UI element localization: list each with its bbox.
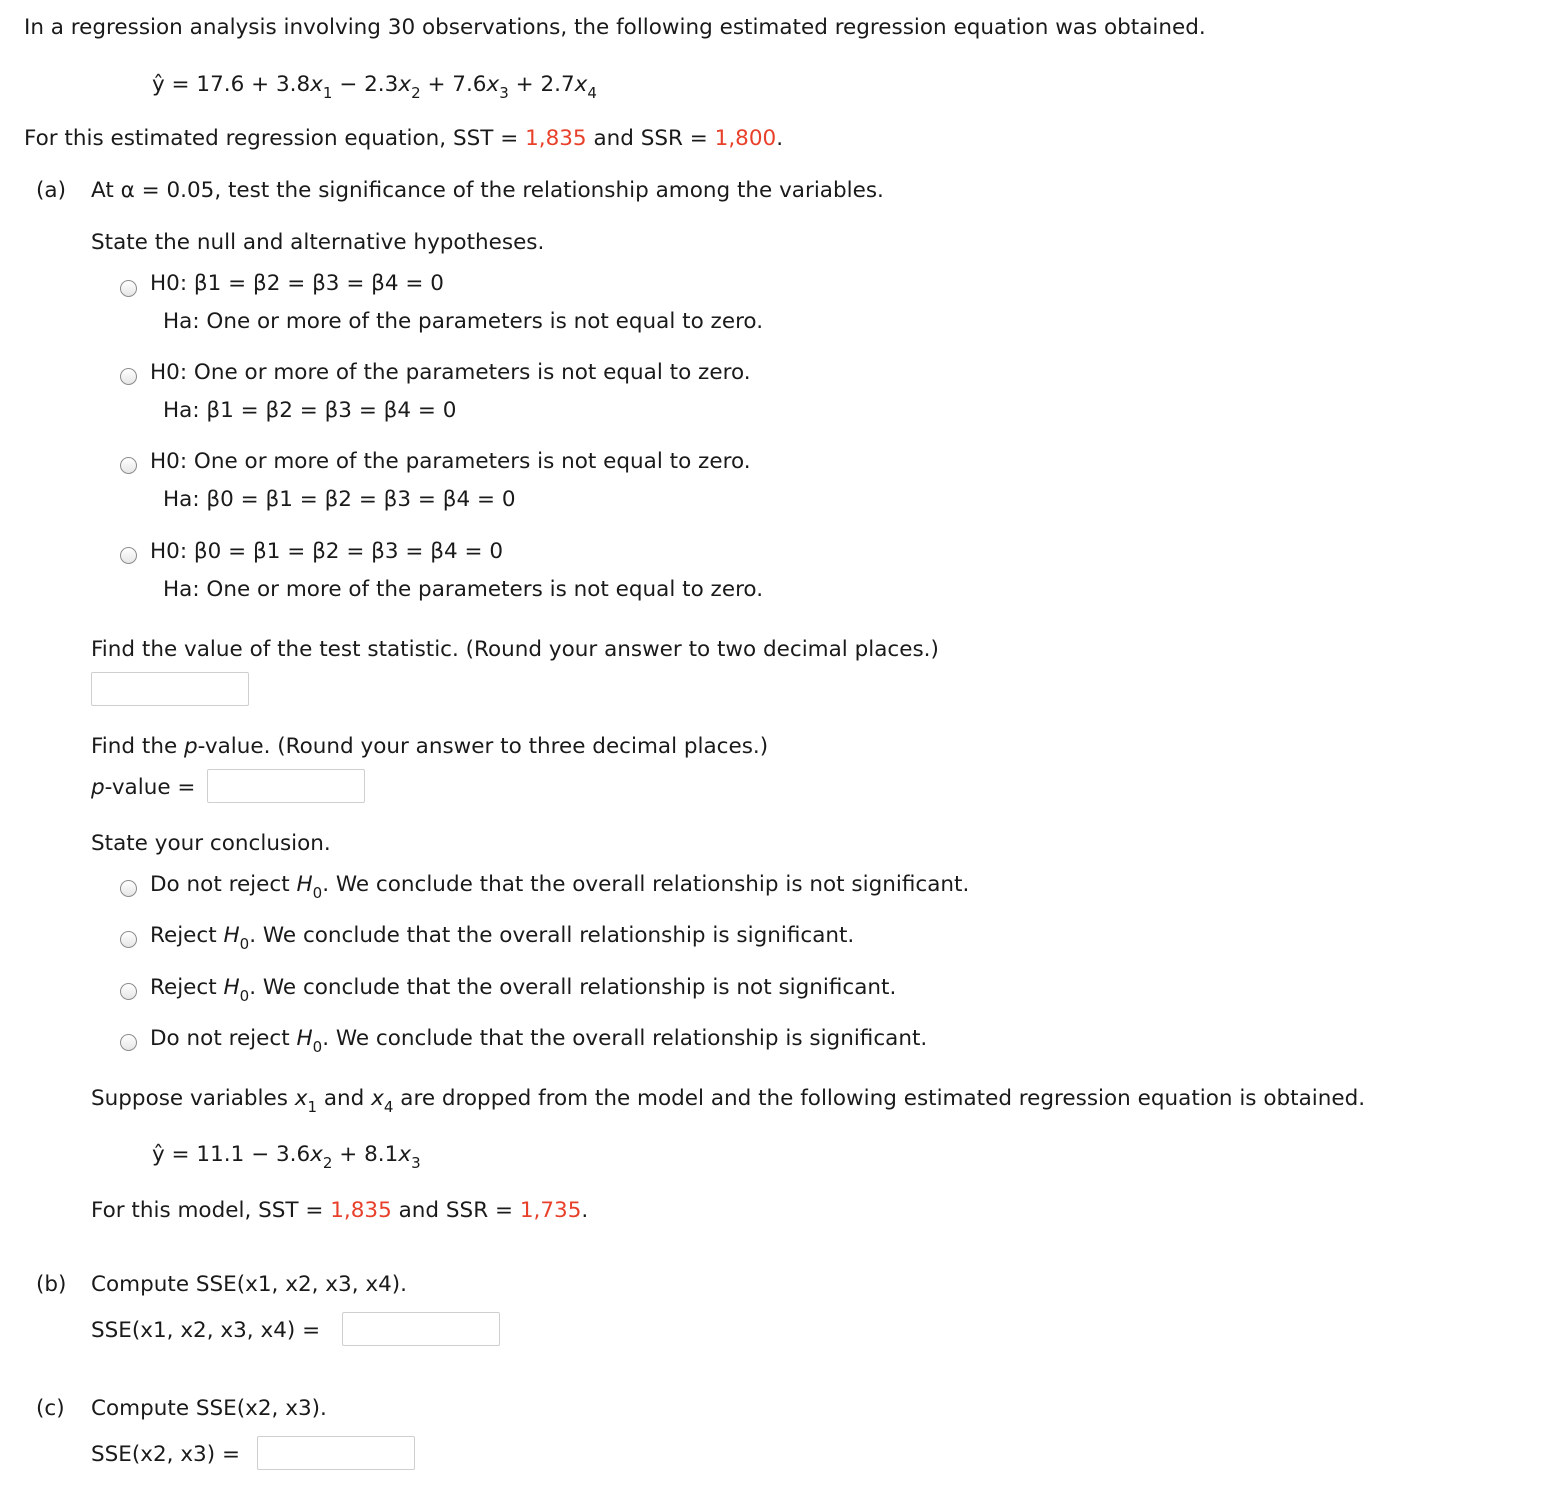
part-b-prompt: Compute SSE(x1, x2, x3, x4). bbox=[91, 1272, 407, 1297]
pvalue-label: p-value = bbox=[91, 775, 196, 800]
hypothesis-option-2-ha: Ha: β1 = β2 = β3 = β4 = 0 bbox=[163, 398, 457, 423]
ssr-value: 1,800 bbox=[714, 126, 777, 151]
pvalue-input[interactable] bbox=[207, 769, 365, 803]
test-statistic-input[interactable] bbox=[91, 672, 249, 706]
hypothesis-option-3-radio[interactable] bbox=[120, 457, 137, 474]
part-c-answer-label: SSE(x2, x3) = bbox=[91, 1442, 240, 1467]
part-c-label: (c) bbox=[36, 1396, 65, 1421]
hypothesis-option-3-h0: H0: One or more of the parameters is not equal to zero. bbox=[150, 449, 751, 474]
regression-equation-full: ŷ = $17.6 + 3.8x_1 - 2.3x_2 + 7.6x_3 + 2.7x_4$ bbox=[152, 72, 597, 102]
hypothesis-option-3-ha: Ha: β0 = β1 = β2 = β3 = β4 = 0 bbox=[163, 487, 516, 512]
hypotheses-prompt: State the null and alternative hypotheses. bbox=[91, 230, 545, 255]
part-b-label: (b) bbox=[36, 1272, 67, 1297]
hypothesis-option-4-h0: H0: β0 = β1 = β2 = β3 = β4 = 0 bbox=[150, 539, 504, 564]
sse-full-input[interactable] bbox=[342, 1312, 500, 1346]
hypothesis-option-1-radio[interactable] bbox=[120, 280, 137, 297]
intro-text: In a regression analysis involving 30 observations, the following estimated regression equation was obtained. bbox=[24, 15, 1206, 40]
hypothesis-option-2-radio[interactable] bbox=[120, 368, 137, 385]
part-c-prompt: Compute SSE(x2, x3). bbox=[91, 1396, 327, 1421]
conclusion-option-4-radio[interactable] bbox=[120, 1034, 137, 1051]
conclusion-option-3-text: Reject $H_0$. We conclude that the overall relationship is not significant. bbox=[150, 975, 897, 1005]
sst-ssr-full: For this estimated regression equation, SST = 1,835 and SSR = 1,800. bbox=[24, 126, 784, 151]
conclusion-option-2-text: Reject $H_0$. We conclude that the overall relationship is significant. bbox=[150, 923, 855, 953]
regression-equation-reduced: ŷ = $11.1 - 3.6x_2 + 8.1x_3$ bbox=[152, 1142, 421, 1172]
reduced-model-text: Suppose variables $x_1$ and $x_4$ are dropped from the model and the following estimated regression equation is obtained. bbox=[91, 1086, 1366, 1116]
part-a-question: At α = 0.05, test the significance of the relationship among the variables. bbox=[91, 178, 884, 203]
conclusion-option-4-text: Do not reject $H_0$. We conclude that the overall relationship is significant. bbox=[150, 1026, 928, 1056]
conclusion-option-2-radio[interactable] bbox=[120, 931, 137, 948]
part-a-label: (a) bbox=[36, 178, 66, 203]
conclusion-option-1-text: Do not reject $H_0$. We conclude that the overall relationship is not significant. bbox=[150, 872, 970, 902]
conclusion-option-3-radio[interactable] bbox=[120, 983, 137, 1000]
hypothesis-option-1-ha: Ha: One or more of the parameters is not equal to zero. bbox=[163, 309, 764, 334]
hypothesis-option-4-radio[interactable] bbox=[120, 547, 137, 564]
reduced-sst-ssr: For this model, SST = 1,835 and SSR = 1,735. bbox=[91, 1198, 589, 1223]
test-statistic-prompt: Find the value of the test statistic. (Round your answer to two decimal places.) bbox=[91, 637, 939, 662]
part-b-answer-label: SSE(x1, x2, x3, x4) = bbox=[91, 1318, 321, 1343]
sse-reduced-input[interactable] bbox=[257, 1436, 415, 1470]
conclusion-prompt: State your conclusion. bbox=[91, 831, 331, 856]
hypothesis-option-4-ha: Ha: One or more of the parameters is not equal to zero. bbox=[163, 577, 764, 602]
reduced-sst-value: 1,835 bbox=[330, 1198, 392, 1223]
hypothesis-option-1-h0: H0: β1 = β2 = β3 = β4 = 0 bbox=[150, 271, 444, 296]
hypothesis-option-2-h0: H0: One or more of the parameters is not equal to zero. bbox=[150, 360, 751, 385]
sst-value: 1,835 bbox=[525, 126, 587, 151]
pvalue-prompt: Find the p-value. (Round your answer to three decimal places.) bbox=[91, 734, 769, 759]
conclusion-option-1-radio[interactable] bbox=[120, 880, 137, 897]
reduced-ssr-value: 1,735 bbox=[519, 1198, 582, 1223]
